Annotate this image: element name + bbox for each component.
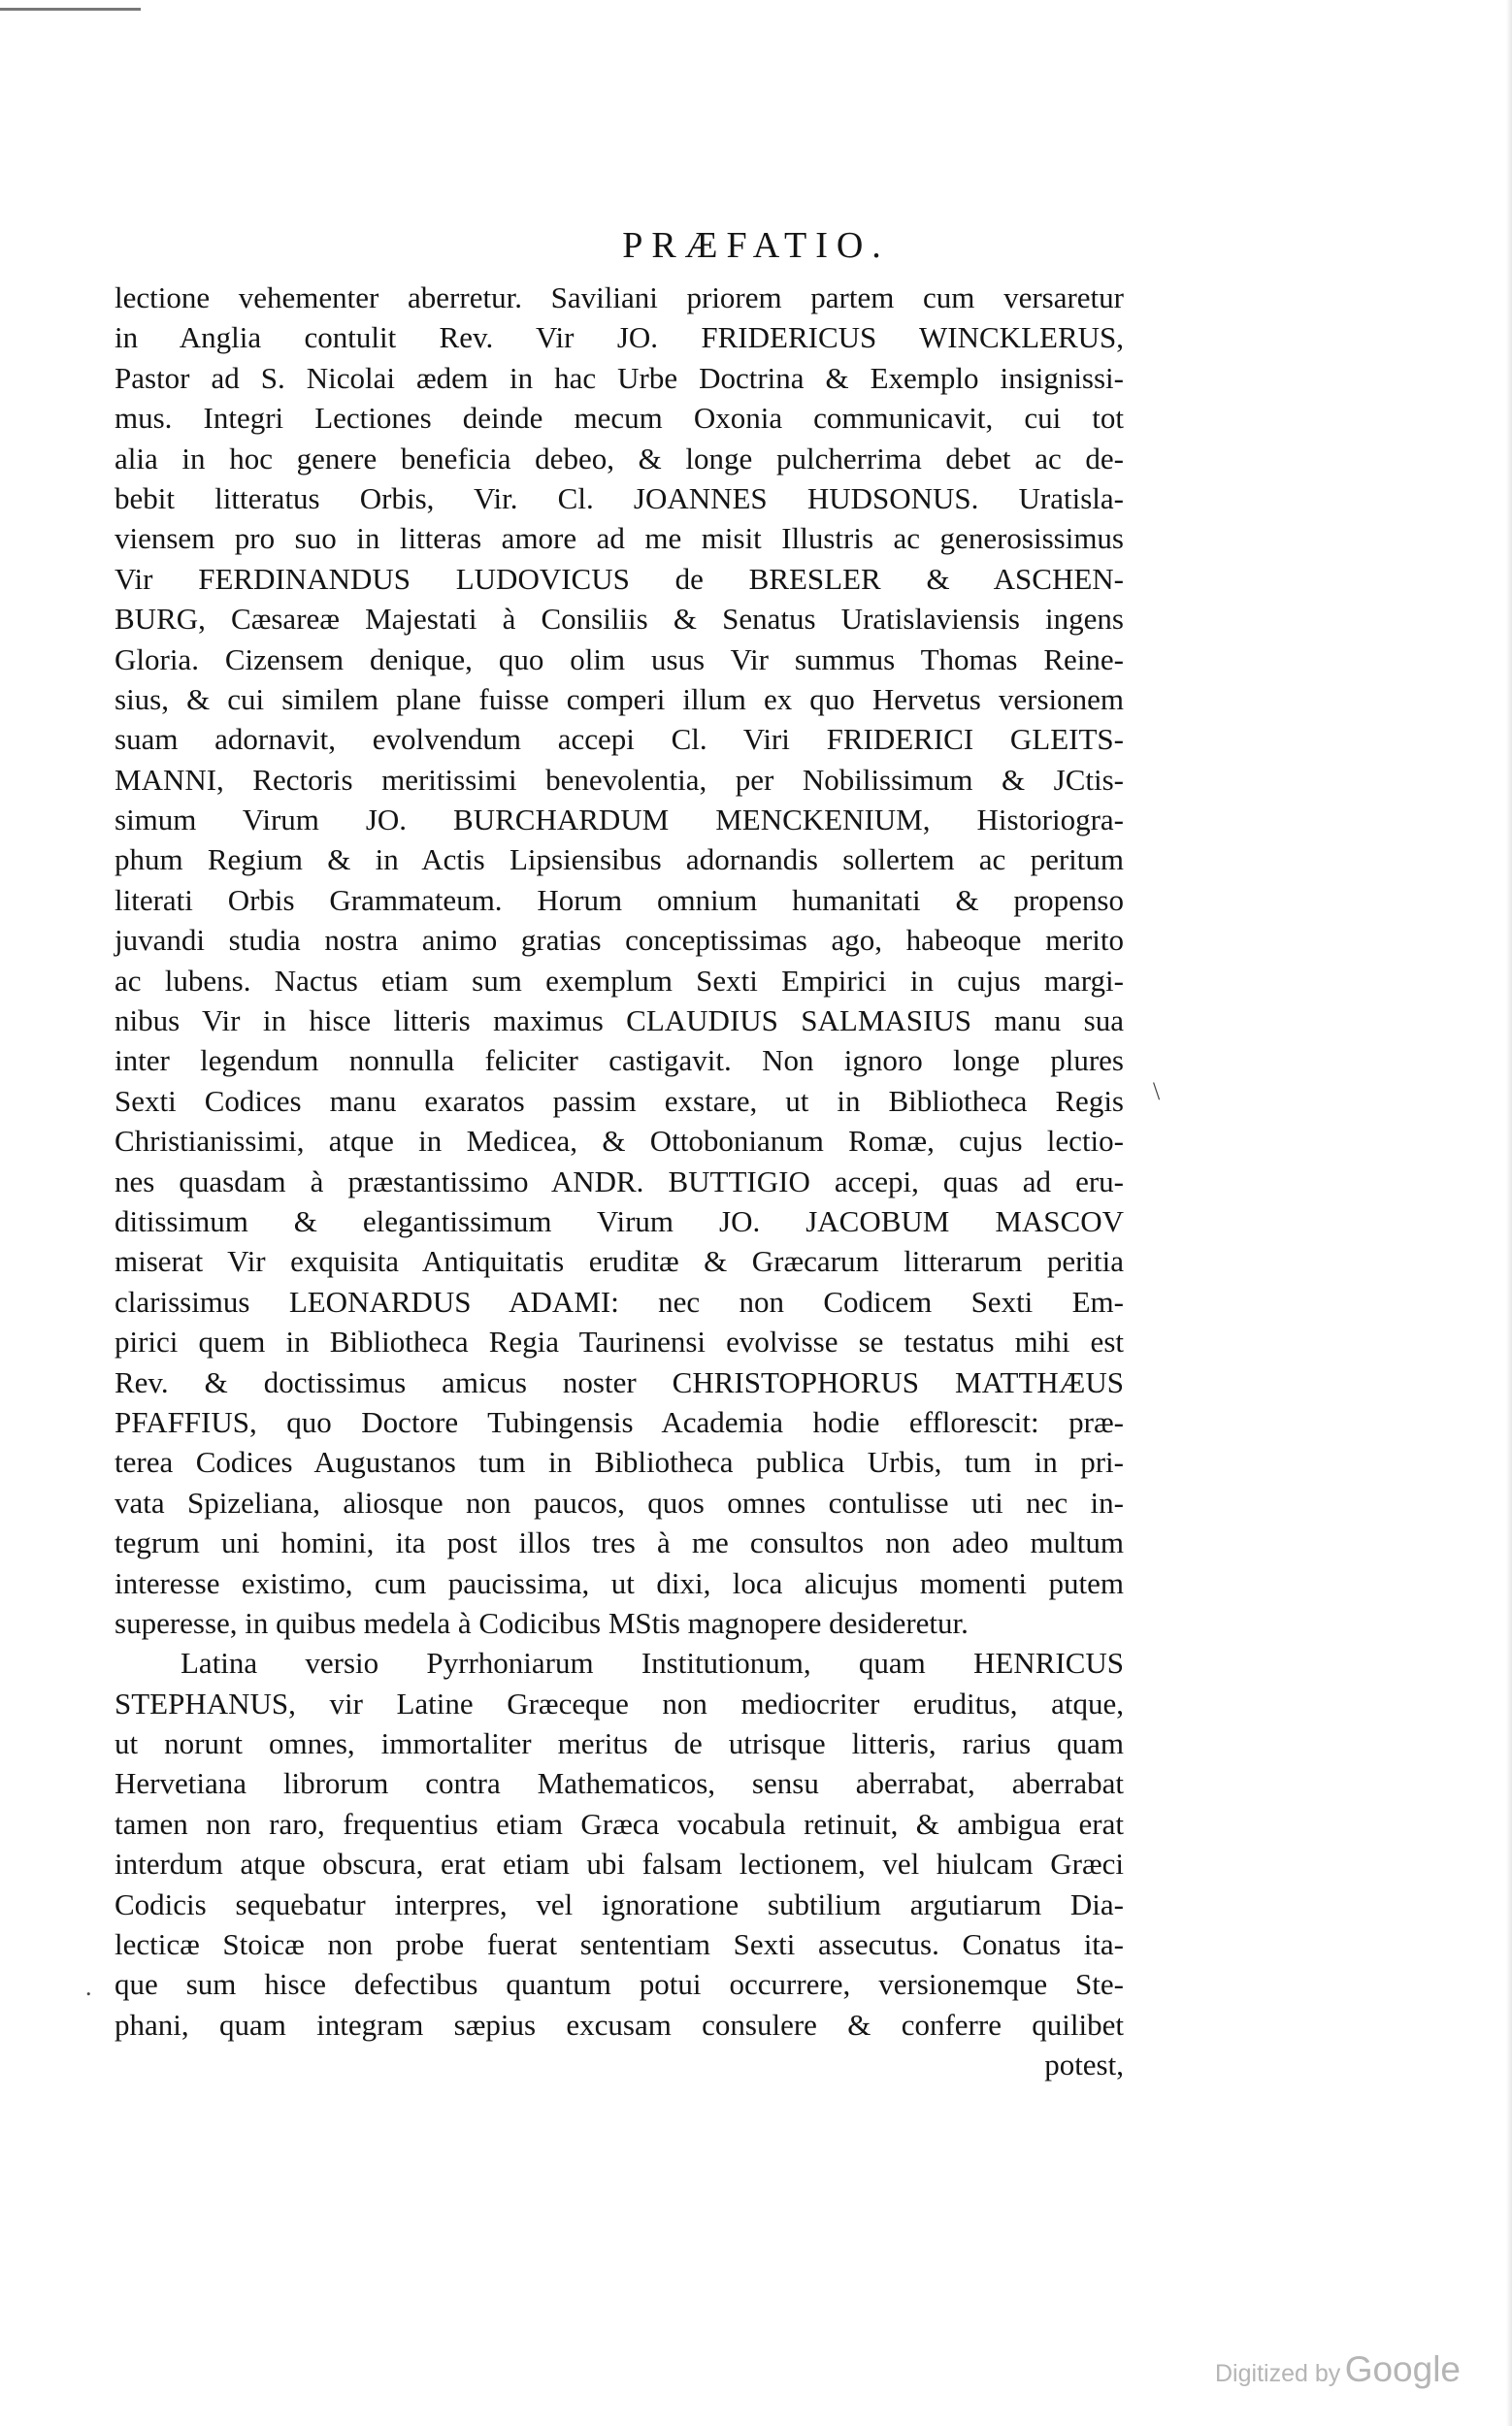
text-line: pirici quem in Bibliotheca Regia Taurinensi evolvisse se testatus mihi est xyxy=(115,1325,1124,1360)
text-line: MANNI, Rectoris meritissimi benevolentia, per Nobilissimum & JCtis- xyxy=(115,762,1124,797)
text-line: superesse, in quibus medela à Codicibus MStis magnopere desideretur. xyxy=(115,1605,969,1640)
text-line: Codicis sequebatur interpres, vel ignoratione subtilium argutiarum Dia- xyxy=(115,1886,1124,1921)
text-line: PFAFFIUS, quo Doctore Tubingensis Academia hodie efflorescit: præ- xyxy=(115,1404,1124,1439)
digitized-watermark xyxy=(1215,2349,1487,2390)
text-line: miserat Vir exquisita Antiquitatis eruditæ & Græcarum litterarum peritia xyxy=(115,1244,1124,1279)
text-line: interesse existimo, cum paucissima, ut dixi, loca alicujus momenti putem xyxy=(115,1565,1124,1600)
page-header: PRÆFATIO. xyxy=(622,225,890,266)
text-line: interdum atque obscura, erat etiam ubi falsam lectionem, vel hiulcam Græci xyxy=(115,1847,1124,1882)
text-line: lectione vehementer aberretur. Saviliani priorem partem cum versaretur xyxy=(115,280,1124,314)
margin-mark: \ xyxy=(1153,1077,1161,1105)
text-line: nes quasdam à præstantissimo ANDR. BUTTIGIO accepi, quas ad eru- xyxy=(115,1164,1124,1198)
top-edge-rule xyxy=(0,8,141,11)
text-line: ditissimum & elegantissimum Virum JO. JACOBUM MASCOV xyxy=(115,1203,1124,1238)
text-line: literati Orbis Grammateum. Horum omnium humanitati & propenso xyxy=(115,882,1124,917)
text-line: sius, & cui similem plane fuisse comperi illum ex quo Hervetus versionem xyxy=(115,681,1124,716)
catchword: potest, xyxy=(1044,2048,1124,2082)
text-line: BURG, Cæsareæ Majestati à Consiliis & Senatus Uratislaviensis ingens xyxy=(115,602,1124,637)
google-logo: Google xyxy=(1344,2349,1461,2389)
text-line: simum Virum JO. BURCHARDUM MENCKENIUM, Historiogra- xyxy=(115,803,1124,837)
text-line-paragraph-start: Latina versio Pyrrhoniarum Institutionum, quam HENRICUS xyxy=(181,1646,1124,1681)
text-line: tamen non raro, frequentius etiam Græca vocabula retinuit, & ambigua erat xyxy=(115,1806,1124,1841)
text-line: phani, quam integram sæpius excusam consulere & conferre quilibet xyxy=(115,2007,1124,2042)
text-line: Pastor ad S. Nicolai ædem in hac Urbe Doctrina & Exemplo insignissi- xyxy=(115,360,1124,395)
margin-mark: . xyxy=(85,1973,92,2001)
text-line: phum Regium & in Actis Lipsiensibus adornandis sollertem ac peritum xyxy=(115,842,1124,877)
text-line: in Anglia contulit Rev. Vir JO. FRIDERICUS WINCKLERUS, xyxy=(115,320,1124,355)
text-line: viensem pro suo in litteras amore ad me misit Illustris ac generosissimus xyxy=(115,521,1124,556)
text-line: STEPHANUS, vir Latine Græceque non mediocriter eruditus, atque, xyxy=(115,1686,1124,1721)
text-line: ut norunt omnes, immortaliter meritus de utrisque litteris, rarius quam xyxy=(115,1726,1124,1761)
text-line: alia in hoc genere beneficia debeo, & longe pulcherrima debet ac de- xyxy=(115,441,1124,475)
text-line: Hervetiana librorum contra Mathematicos, sensu aberrabat, aberrabat xyxy=(115,1766,1124,1801)
text-line: Rev. & doctissimus amicus noster CHRISTOPHORUS MATTHÆUS xyxy=(115,1364,1124,1399)
text-line: vata Spizeliana, aliosque non paucos, quos omnes contulisse uti nec in- xyxy=(115,1485,1124,1520)
watermark-prefix: Digitized by xyxy=(1215,2360,1341,2387)
text-line: Gloria. Cizensem denique, quo olim usus Vir summus Thomas Reine- xyxy=(115,641,1124,676)
text-line: inter legendum nonnulla feliciter castigavit. Non ignoro longe plures xyxy=(115,1043,1124,1078)
text-line: que sum hisce defectibus quantum potui occurrere, versionemque Ste- xyxy=(115,1967,1124,2002)
page-edge-shadow xyxy=(1506,0,1512,2426)
text-line: Christianissimi, atque in Medicea, & Ottobonianum Romæ, cujus lectio- xyxy=(115,1124,1124,1159)
text-line: bebit litteratus Orbis, Vir. Cl. JOANNES HUDSONUS. Uratisla- xyxy=(115,480,1124,515)
text-line: suam adornavit, evolvendum accepi Cl. Viri FRIDERICI GLEITS- xyxy=(115,722,1124,757)
text-line: lecticæ Stoicæ non probe fuerat sententiam Sexti assecutus. Conatus ita- xyxy=(115,1927,1124,1962)
body-text xyxy=(115,278,1124,2085)
text-line: tegrum uni homini, ita post illos tres à me consultos non adeo multum xyxy=(115,1525,1124,1560)
text-line: ac lubens. Nactus etiam sum exemplum Sexti Empirici in cujus margi- xyxy=(115,963,1124,998)
text-line: terea Codices Augustanos tum in Bibliotheca publica Urbis, tum in pri- xyxy=(115,1445,1124,1480)
text-line: Sexti Codices manu exaratos passim exstare, ut in Bibliotheca Regis xyxy=(115,1083,1124,1118)
text-line: nibus Vir in hisce litteris maximus CLAUDIUS SALMASIUS manu sua xyxy=(115,1003,1124,1038)
text-line: juvandi studia nostra animo gratias conceptissimas ago, habeoque merito xyxy=(115,923,1124,958)
text-line: clarissimus LEONARDUS ADAMI: nec non Codicem Sexti Em- xyxy=(115,1284,1124,1319)
text-line: mus. Integri Lectiones deinde mecum Oxonia communicavit, cui tot xyxy=(115,401,1124,436)
text-line: Vir FERDINANDUS LUDOVICUS de BRESLER & ASCHEN- xyxy=(115,561,1124,596)
